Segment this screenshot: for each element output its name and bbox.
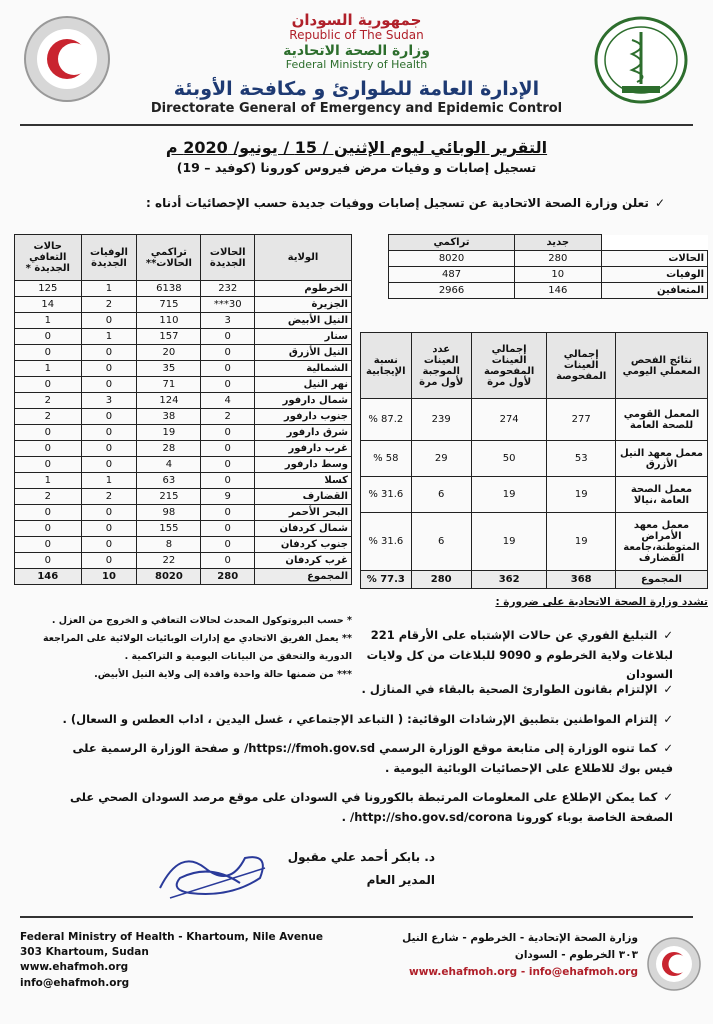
states-row [15, 409, 352, 425]
footer-ar-address: وزارة الصحة الإتحادية - الخرطوم - شارع النيل [402, 932, 638, 944]
lab-name: معمل معهد الأمراض المتوطنة،جامعة القضارف [616, 513, 708, 571]
state-cum: 110 [137, 313, 201, 329]
appeal-item [53, 788, 673, 827]
state-name: البحر الأحمر [255, 505, 352, 521]
check-icon: ✓ [663, 790, 673, 805]
states-row [15, 505, 352, 521]
appeal-text: كما يمكن الإطلاع على المعلومات المرتبطة بالكورونا في السودان على موقع مرصد السودان الصحي على الصفحة الخاصة بوباء كورونا http://sho.gov.sd/corona/ . [70, 790, 673, 824]
footnote: ** يعمل الفريق الاتحادي مع إدارات الوبائيات الولائية على المراجعة الدورية والتحقق من البيانات اليومية و التراكمية . [43, 633, 352, 663]
summary-label: الحالات [601, 251, 708, 267]
appeal-item [53, 710, 673, 730]
state-new: 9 [201, 489, 255, 505]
appeal-text: كما تنوه الوزارة إلى متابعة موقع الوزارة الرسمي https://fmoh.gov.sd/ و صفحة الوزارة الرسمية على فيس بوك للاطلاع على الإحصائيات الوبائية اليومية . [72, 741, 673, 775]
labs-total-total: 368 [547, 571, 616, 589]
state-cum: 8 [137, 537, 201, 553]
states-row [15, 377, 352, 393]
summary-header-cum: تراكمي [389, 235, 515, 251]
report-subtitle: تسجيل إصابات و وفيات مرض فيروس كورونا (كوفيد – 19) [176, 159, 537, 175]
state-new: 30*** [201, 297, 255, 313]
state-new: 280 [201, 569, 255, 585]
lab-first: 19 [471, 477, 547, 513]
states-row [15, 441, 352, 457]
labs-header: نسبة الإيجابية [361, 333, 412, 399]
lab-pct: 31.6 % [361, 477, 412, 513]
lab-pct: 58 % [361, 441, 412, 477]
state-rec: 14 [15, 297, 82, 313]
labs-header: إجمالي العينات المفحوصة [547, 333, 616, 399]
report-title: التقرير الوبائي ليوم الإثنين / 15 / يونيو/ 2020 م [165, 138, 548, 157]
states-row [15, 457, 352, 473]
summary-cum: 487 [389, 267, 515, 283]
state-new: 0 [201, 377, 255, 393]
state-deaths: 1 [81, 329, 137, 345]
states-row [15, 297, 352, 313]
state-deaths: 1 [81, 473, 137, 489]
states-row [15, 473, 352, 489]
state-new: 0 [201, 553, 255, 569]
state-rec: 1 [15, 473, 82, 489]
state-cum: 8020 [137, 569, 201, 585]
lab-pct: 31.6 % [361, 513, 412, 571]
state-cum: 63 [137, 473, 201, 489]
labs-total-pct: 77.3 % [361, 571, 412, 589]
states-row [15, 393, 352, 409]
summary-label: الوفيات [601, 267, 708, 283]
state-deaths: 0 [81, 521, 137, 537]
state-cum: 98 [137, 505, 201, 521]
lab-pct: 87.2 % [361, 399, 412, 441]
state-name: نهر النيل [255, 377, 352, 393]
state-name: النيل الأزرق [255, 345, 352, 361]
states-header: حالات التعافي الجديدة * [15, 235, 82, 281]
state-name: شرق دارفور [255, 425, 352, 441]
footer-ar-city: ٣٠٣ الخرطوم - السودان [514, 948, 638, 961]
state-rec: 0 [15, 457, 82, 473]
state-cum: 715 [137, 297, 201, 313]
state-rec: 0 [15, 345, 82, 361]
labs-row [361, 441, 708, 477]
footer-divider [20, 916, 693, 918]
en-directorate: Directorate General of Emergency and Epidemic Control [150, 100, 563, 116]
labs-table [360, 332, 708, 589]
state-deaths: 0 [81, 425, 137, 441]
footer-ar-contact: www.ehafmoh.org - info@ehafmoh.org [409, 965, 638, 978]
summary-new: 280 [515, 251, 601, 267]
lab-name: معمل الصحة العامة ،نيالا [616, 477, 708, 513]
summary-row [389, 251, 708, 267]
state-rec: 1 [15, 361, 82, 377]
state-deaths: 0 [81, 457, 137, 473]
states-row [15, 553, 352, 569]
lab-first: 19 [471, 513, 547, 571]
state-rec: 2 [15, 409, 82, 425]
state-cum: 38 [137, 409, 201, 425]
states-header: الوفيات الجديدة [81, 235, 137, 281]
state-name: المجموع [255, 569, 352, 585]
ar-republic: جمهورية السودان [291, 11, 422, 29]
summary-label: المتعافين [601, 283, 708, 299]
state-deaths: 2 [81, 489, 137, 505]
states-row [15, 489, 352, 505]
state-rec: 146 [15, 569, 82, 585]
appeal-item [353, 626, 673, 685]
state-deaths: 0 [81, 537, 137, 553]
state-deaths: 0 [81, 377, 137, 393]
state-deaths: 0 [81, 345, 137, 361]
state-rec: 2 [15, 393, 82, 409]
check-icon: ✓ [663, 741, 673, 756]
footer-website: www.ehafmoh.org [20, 961, 129, 974]
appeal-text: إلتزام المواطنين بتطبيق الإرشادات الوقائية: ( التباعد الإجتماعي ، غسل اليدين ، اداب العطس و السعال) . [62, 711, 658, 726]
state-rec: 0 [15, 553, 82, 569]
state-rec: 0 [15, 377, 82, 393]
states-row [15, 345, 352, 361]
ar-directorate: الإدارة العامة للطوارئ و مكافحة الأوبئة [173, 78, 540, 100]
lab-first: 274 [471, 399, 547, 441]
state-deaths: 10 [81, 569, 137, 585]
states-total-row [15, 569, 352, 585]
footer-en [20, 930, 323, 991]
state-cum: 19 [137, 425, 201, 441]
state-name: جنوب دارفور [255, 409, 352, 425]
labs-header: عدد العينات الموجبة لأول مرة [411, 333, 471, 399]
state-name: وسط دارفور [255, 457, 352, 473]
states-row [15, 361, 352, 377]
labs-row [361, 477, 708, 513]
state-name: الشمالية [255, 361, 352, 377]
state-deaths: 0 [81, 441, 137, 457]
state-name: جنوب كردفان [255, 537, 352, 553]
appeal-list-2 [53, 680, 673, 837]
state-rec: 0 [15, 505, 82, 521]
footnote: *** من ضمنها حالة واحدة وافدة إلى ولاية النيل الأبيض. [94, 669, 352, 681]
letterhead [150, 12, 563, 72]
state-name: النيل الأبيض [255, 313, 352, 329]
labs-header: إجمالي العينات المفحوصة لأول مرة [471, 333, 547, 399]
labs-row [361, 399, 708, 441]
state-cum: 155 [137, 521, 201, 537]
state-new: 0 [201, 345, 255, 361]
state-cum: 6138 [137, 281, 201, 297]
appeal-text: التبليغ الفوري عن حالات الإشتباه على الأرقام 221 لبلاغات ولاية الخرطوم و 9090 للبلاغات من كل ولايات السودان [366, 628, 673, 682]
state-name: غرب كردفان [255, 553, 352, 569]
state-name: سنار [255, 329, 352, 345]
state-rec: 0 [15, 329, 82, 345]
state-new: 0 [201, 329, 255, 345]
labs-row [361, 513, 708, 571]
lab-name: معمل معهد النيل الأزرق [616, 441, 708, 477]
lab-total: 19 [547, 513, 616, 571]
state-new: 0 [201, 441, 255, 457]
appeal-text: الإلتزام بقانون الطوارئ الصحية بالبقاء في المنازل . [361, 682, 658, 696]
summary-row [389, 283, 708, 299]
state-name: شمال كردفان [255, 521, 352, 537]
state-rec: 1 [15, 313, 82, 329]
state-cum: 124 [137, 393, 201, 409]
labs-total-row [361, 571, 708, 589]
state-deaths: 0 [81, 361, 137, 377]
en-republic: Republic of The Sudan [289, 28, 424, 43]
intro-text: تعلن وزارة الصحة الاتحادية عن تسجيل إصابات ووفيات جديدة حسب الإحصائيات أدناه : [146, 196, 649, 210]
state-cum: 71 [137, 377, 201, 393]
footer-city: 303 Khartoum, Sudan [20, 946, 149, 959]
states-row [15, 425, 352, 441]
summary-table [388, 234, 708, 299]
lab-total: 53 [547, 441, 616, 477]
states-row [15, 537, 352, 553]
state-deaths: 3 [81, 393, 137, 409]
summary-cum: 8020 [389, 251, 515, 267]
states-row [15, 281, 352, 297]
labs-total-pos: 280 [411, 571, 471, 589]
handwritten-signature [150, 838, 280, 912]
states-row [15, 329, 352, 345]
signature-block [288, 846, 435, 892]
state-rec: 0 [15, 521, 82, 537]
state-new: 3 [201, 313, 255, 329]
signatory-name: د. بابكر أحمد علي مقبول [287, 850, 435, 864]
check-icon: ✓ [654, 196, 665, 210]
state-cum: 22 [137, 553, 201, 569]
state-rec: 0 [15, 537, 82, 553]
lab-first: 50 [471, 441, 547, 477]
state-new: 232 [201, 281, 255, 297]
state-new: 0 [201, 505, 255, 521]
signatory-title: المدير العام [366, 872, 435, 887]
state-new: 0 [201, 473, 255, 489]
state-new: 0 [201, 361, 255, 377]
check-icon: ✓ [663, 628, 673, 642]
directorate [60, 78, 653, 116]
header-divider [20, 124, 693, 126]
state-deaths: 0 [81, 505, 137, 521]
appeal-item [53, 680, 673, 700]
footer-ar [402, 930, 638, 980]
lab-pos: 239 [411, 399, 471, 441]
state-new: 2 [201, 409, 255, 425]
state-cum: 157 [137, 329, 201, 345]
lab-total: 277 [547, 399, 616, 441]
states-row [15, 521, 352, 537]
lab-total: 19 [547, 477, 616, 513]
summary-new: 10 [515, 267, 601, 283]
lab-name: المعمل القومي للصحة العامة [616, 399, 708, 441]
summary-header-new: جديد [515, 235, 601, 251]
state-name: الجزيرة [255, 297, 352, 313]
ar-ministry: وزارة الصحة الاتحادية [283, 43, 430, 60]
footnote: * حسب البروتوكول المحدث لحالات التعافي و الخروج من العزل . [51, 615, 352, 626]
states-row [15, 313, 352, 329]
en-ministry: Federal Ministry of Health [285, 58, 428, 72]
state-cum: 35 [137, 361, 201, 377]
summary-new: 146 [515, 283, 601, 299]
state-new: 0 [201, 457, 255, 473]
footer-address: Federal Ministry of Health - Khartoum, Nile Avenue [20, 931, 324, 943]
state-name: شمال دارفور [255, 393, 352, 409]
states-table [14, 234, 352, 585]
summary-row [389, 267, 708, 283]
labs-header: نتائج الفحص المعملي اليومي [616, 333, 708, 399]
state-rec: 0 [15, 441, 82, 457]
report-intro [45, 196, 665, 210]
state-name: الخرطوم [255, 281, 352, 297]
lab-pos: 6 [411, 477, 471, 513]
state-name: القضارف [255, 489, 352, 505]
state-deaths: 1 [81, 281, 137, 297]
state-cum: 215 [137, 489, 201, 505]
state-deaths: 2 [81, 297, 137, 313]
labs-total-first: 362 [471, 571, 547, 589]
states-header: الحالات الجديدة [201, 235, 255, 281]
summary-cum: 2966 [389, 283, 515, 299]
appeal-item [53, 739, 673, 778]
state-rec: 2 [15, 489, 82, 505]
red-crescent-logo-icon [646, 936, 702, 996]
state-deaths: 0 [81, 553, 137, 569]
state-new: 0 [201, 521, 255, 537]
state-deaths: 0 [81, 409, 137, 425]
states-header: تراكمي الحالات** [137, 235, 201, 281]
states-header: الولاية [255, 235, 352, 281]
lab-pos: 6 [411, 513, 471, 571]
appeal-heading: تشدد وزارة الصحة الاتحادية على ضرورة : [495, 596, 708, 608]
state-rec: 125 [15, 281, 82, 297]
state-cum: 4 [137, 457, 201, 473]
state-cum: 28 [137, 441, 201, 457]
check-icon: ✓ [663, 711, 673, 726]
state-new: 0 [201, 425, 255, 441]
footer-email: info@ehafmoh.org [20, 976, 130, 989]
check-icon: ✓ [663, 682, 673, 696]
lab-pos: 29 [411, 441, 471, 477]
state-deaths: 0 [81, 313, 137, 329]
state-new: 4 [201, 393, 255, 409]
labs-total-label: المجموع [616, 571, 708, 589]
state-name: غرب دارفور [255, 441, 352, 457]
state-name: كسلا [255, 473, 352, 489]
state-rec: 0 [15, 425, 82, 441]
state-new: 0 [201, 537, 255, 553]
state-cum: 20 [137, 345, 201, 361]
